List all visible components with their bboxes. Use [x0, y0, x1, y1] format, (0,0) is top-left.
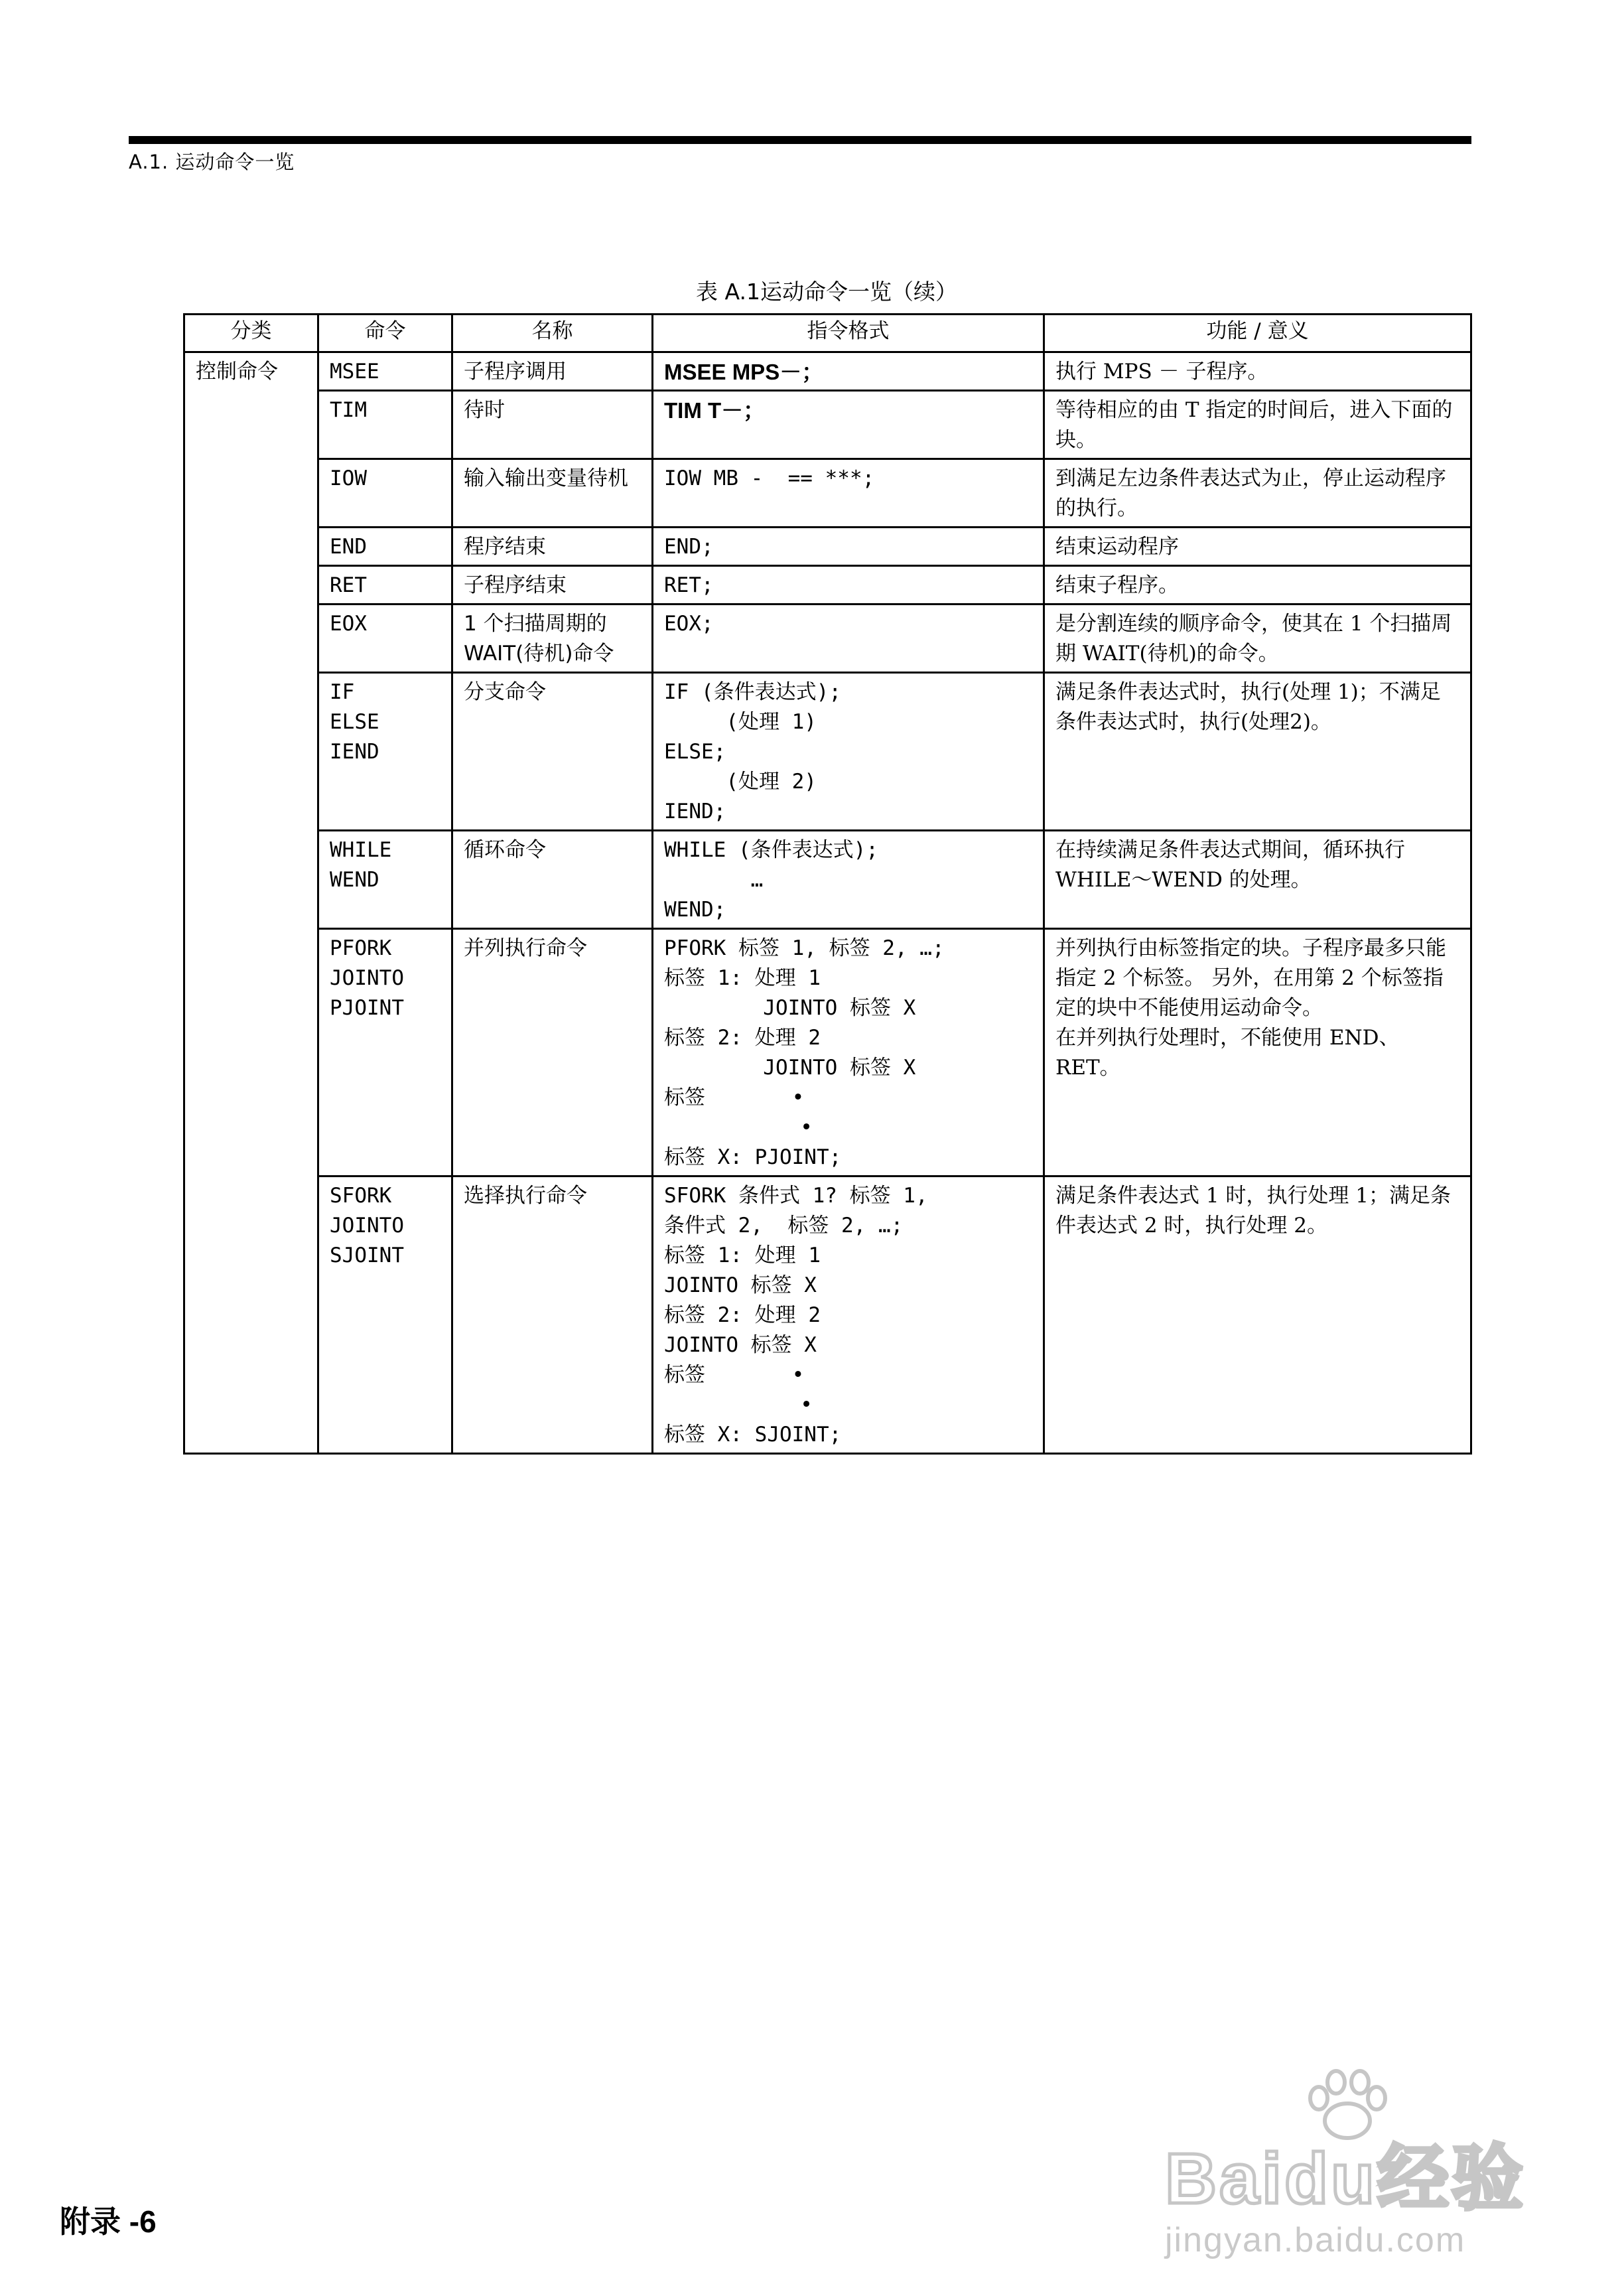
format-cell [653, 929, 1044, 1176]
function-cell [1044, 605, 1471, 673]
name-cell [452, 391, 653, 459]
watermark [1165, 2069, 1563, 2259]
format-cell-line: (处理 2) [664, 770, 817, 794]
command-cell [318, 566, 452, 605]
name-cell [452, 566, 653, 605]
name-cell [452, 459, 653, 528]
format-cell-line: 标签 X: PJOINT; [664, 1145, 842, 1169]
format-cell [653, 673, 1044, 831]
header-function: 功能 / 意义 [1044, 315, 1471, 352]
format-cell [653, 352, 1044, 391]
format-cell-line: SFORK 条件式 1? 标签 1, [664, 1184, 928, 1208]
function-cell-line: 在并列执行处理时，不能使用 END、RET。 [1055, 1026, 1400, 1080]
format-cell-line: 条件式 2, 标签 2, …; [664, 1214, 904, 1238]
name-cell-line: 待时 [464, 398, 505, 422]
table-row [184, 605, 1471, 673]
table-caption: 表 A.1运动命令一览（续） [696, 279, 957, 305]
table-row [184, 566, 1471, 605]
function-cell-line: 满足条件表达式时，执行(处理 1)；不满足条件表达式时，执行(处理2)。 [1055, 680, 1441, 734]
name-cell [452, 929, 653, 1176]
command-cell-line: IOW [330, 466, 367, 490]
header-command: 命令 [318, 315, 452, 352]
table-row [184, 391, 1471, 459]
function-cell [1044, 1176, 1471, 1454]
header-format: 指令格式 [653, 315, 1044, 352]
command-cell [318, 528, 452, 566]
command-cell-line: MSEE [330, 360, 379, 384]
command-cell [318, 1176, 452, 1454]
name-cell [452, 605, 653, 673]
function-cell [1044, 929, 1471, 1176]
name-cell-line: 子程序结束 [464, 573, 567, 597]
format-cell-line: JOINTO 标签 X [664, 996, 916, 1020]
format-cell-line: 标签 • [664, 1086, 805, 1109]
function-cell [1044, 673, 1471, 831]
format-cell-line: (处理 1) [664, 710, 817, 734]
function-cell [1044, 528, 1471, 566]
header-rule [129, 136, 1471, 144]
format-cell-line: 标签 • [664, 1363, 805, 1387]
format-cell-line: END; [664, 535, 714, 559]
command-cell-line: WEND [330, 868, 379, 892]
command-cell [318, 459, 452, 528]
table-row [184, 459, 1471, 528]
name-cell-line: 并列执行命令 [464, 936, 587, 960]
command-cell-line: END [330, 535, 367, 559]
format-cell-line: 标签 2: 处理 2 [664, 1026, 821, 1050]
format-cell-line: WHILE (条件表达式); [664, 838, 878, 862]
command-cell-line: EOX [330, 612, 367, 636]
format-cell-line: 标签 1: 处理 1 [664, 966, 821, 990]
name-cell [452, 352, 653, 391]
function-cell-line: 结束运动程序 [1055, 535, 1179, 559]
command-cell [318, 673, 452, 831]
format-cell-line: 标签 X: SJOINT; [664, 1423, 842, 1447]
format-cell-line: • [664, 1115, 813, 1139]
name-cell [452, 528, 653, 566]
name-cell [452, 1176, 653, 1454]
format-cell-line: JOINTO 标签 X [664, 1056, 916, 1080]
command-cell [318, 352, 452, 391]
function-cell [1044, 391, 1471, 459]
name-cell-line: 选择执行命令 [464, 1184, 587, 1208]
table-row [184, 1176, 1471, 1454]
function-cell-line: 是分割连续的顺序命令，使其在 1 个扫描周期 WAIT(待机)的命令。 [1055, 612, 1452, 666]
function-cell-line: 结束子程序。 [1055, 573, 1179, 597]
command-cell [318, 605, 452, 673]
paw-icon [1304, 2069, 1390, 2142]
header-category: 分类 [184, 315, 318, 352]
name-cell-line: 输入输出变量待机 [464, 466, 628, 490]
name-cell-line: 程序结束 [464, 535, 546, 559]
format-cell-line: 标签 2: 处理 2 [664, 1303, 821, 1327]
format-cell [653, 566, 1044, 605]
format-cell-line: JOINTO 标签 X [664, 1273, 817, 1297]
command-cell-line: ELSE [330, 710, 379, 734]
command-cell-line: IF [330, 680, 355, 704]
command-cell-line: SJOINT [330, 1244, 404, 1267]
format-cell-line: • [664, 1393, 813, 1417]
format-cell-line: TIM T－； [664, 398, 766, 423]
format-cell-line: JOINTO 标签 X [664, 1333, 817, 1357]
table-row [184, 528, 1471, 566]
name-cell-line: 循环命令 [464, 838, 546, 862]
table-row [184, 673, 1471, 831]
format-cell [653, 1176, 1044, 1454]
command-cell-line: SFORK [330, 1184, 392, 1208]
name-cell-line: 子程序调用 [464, 360, 567, 384]
function-cell [1044, 352, 1471, 391]
format-cell-line: IOW MB - == ***; [664, 466, 875, 490]
format-cell-line: RET; [664, 573, 714, 597]
command-cell-line: JOINTO [330, 1214, 404, 1238]
function-cell-line: 在持续满足条件表达式期间，循环执行 WHILE～WEND 的处理。 [1055, 838, 1405, 892]
page-number: 附录 -6 [60, 2204, 157, 2239]
format-cell-line: EOX; [664, 612, 714, 636]
table-row [184, 831, 1471, 929]
function-cell-line: 满足条件表达式 1 时，执行处理 1；满足条件表达式 2 时，执行处理 2。 [1055, 1184, 1452, 1238]
function-cell-line: 到满足左边条件表达式为止，停止运动程序的执行。 [1055, 466, 1446, 520]
format-cell [653, 831, 1044, 929]
section-heading: A.1. 运动命令一览 [129, 151, 295, 173]
name-cell [452, 673, 653, 831]
command-cell-line: PFORK [330, 936, 392, 960]
command-cell [318, 831, 452, 929]
name-cell-line: 1 个扫描周期的WAIT(待机)命令 [464, 612, 614, 666]
watermark-url: jingyan.baidu.com [1165, 2221, 1466, 2259]
function-cell [1044, 459, 1471, 528]
format-cell-line: … [664, 868, 764, 892]
function-cell-line: 执行 MPS － 子程序。 [1055, 360, 1268, 384]
function-cell [1044, 831, 1471, 929]
command-table [183, 313, 1472, 1455]
format-cell [653, 459, 1044, 528]
command-cell-line: JOINTO [330, 966, 404, 990]
command-cell-line: RET [330, 573, 367, 597]
format-cell-line: MSEE MPS－； [664, 360, 824, 384]
function-cell-line: 等待相应的由 T 指定的时间后，进入下面的块。 [1055, 398, 1453, 452]
table-body [184, 352, 1471, 1454]
format-cell-line: PFORK 标签 1, 标签 2, …; [664, 936, 945, 960]
command-cell [318, 391, 452, 459]
header-name: 名称 [452, 315, 653, 352]
table-header-row [184, 315, 1471, 352]
command-cell-line: IEND [330, 740, 379, 764]
format-cell-line: WEND; [664, 898, 726, 922]
format-cell [653, 605, 1044, 673]
name-cell [452, 831, 653, 929]
name-cell-line: 分支命令 [464, 680, 546, 704]
watermark-brand: Baidu经验 [1165, 2138, 1526, 2218]
table-row [184, 929, 1471, 1176]
function-cell [1044, 566, 1471, 605]
format-cell-line: ELSE; [664, 740, 726, 764]
format-cell-line: IEND; [664, 800, 726, 823]
format-cell [653, 391, 1044, 459]
command-cell-line: WHILE [330, 838, 392, 862]
category-cell: 控制命令 [184, 352, 318, 1454]
function-cell-line: 并列执行由标签指定的块。子程序最多只能指定 2 个标签。 另外，在用第 2 个标签指定的块中不能使用运动命令。 [1055, 936, 1446, 1020]
format-cell [653, 528, 1044, 566]
format-cell-line: 标签 1: 处理 1 [664, 1244, 821, 1267]
command-cell [318, 929, 452, 1176]
table-row [184, 352, 1471, 391]
format-cell-line: IF (条件表达式); [664, 680, 841, 704]
command-cell-line: PJOINT [330, 996, 404, 1020]
command-cell-line: TIM [330, 398, 367, 422]
